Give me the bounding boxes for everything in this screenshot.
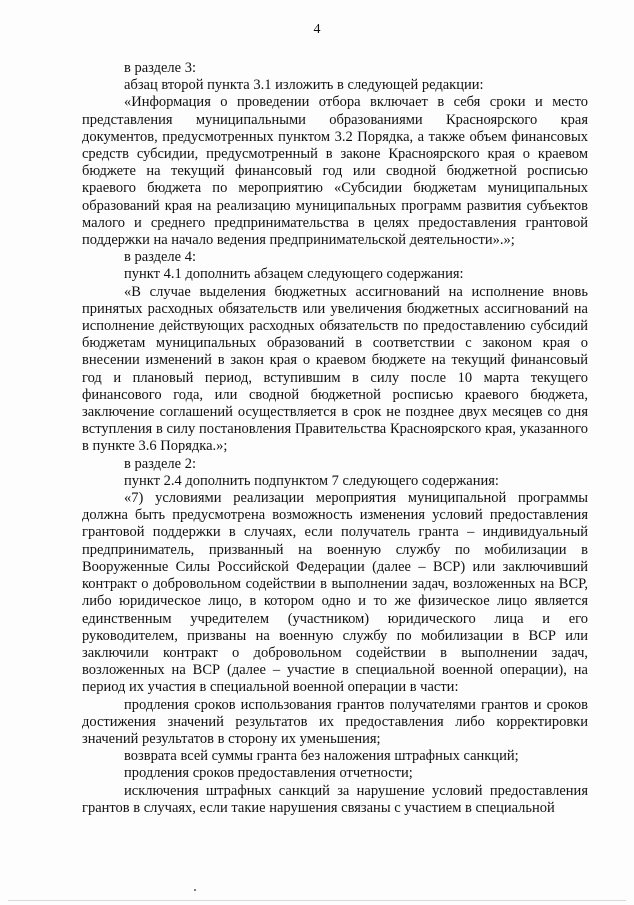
paragraph: в разделе 3:	[124, 60, 197, 76]
paragraph: в разделе 4:	[124, 249, 197, 266]
paragraph: продления сроков использования грантов получателями грантов и сроков достижения значений результатов их предоставления либо корректировки значений результатов в сторону их уменьшения;	[82, 696, 588, 747]
scan-speck	[194, 889, 196, 891]
paragraph: пункт 2.4 дополнить подпунктом 7 следующего содержания:	[124, 472, 499, 489]
page-number: 4	[313, 22, 321, 37]
paragraph: в разделе 2:	[124, 455, 197, 472]
paragraph: «Информация о проведении отбора включает в себя сроки и место представления муниципальными образованиями Красноярского края документов, предусмотренных пунктом 3.2 Порядка, а также объем финансовых средств субсидии, предусмотренный в законе Красноярского края о краевом бюджете на текущий финансовый год или сводной бюджетной росписью краевого бюджета по мероприятию «Субсидии бюджетам муниципальных образований края на реализацию муниципальных программ развития субъектов малого и среднего предпринимательства в целях предоставления грантовой поддержки на начало ведения предпринимательской деятельности».»;	[82, 94, 588, 249]
paragraph: «7) условиями реализации мероприятия муниципальной программы должна быть предусмотрена возможность изменения условий предоставления грантовой поддержки в случаях, если получатель гранта – индивидуальный предприниматель, призванный на военную службу по мобилизации в Вооруженные Силы Российской Федерации (далее – ВСР) или заключивший контракт о добровольном содействии в выполнении задач, возложенных на ВСР, либо юридическое лицо, в котором одно и то же физическое лицо является единственным учредителем (участником) юридического лица и его руководителем, призваны на военную службу по мобилизации в ВСР или заключили контракт о добровольном содействии в выполнении задач, возложенных на ВСР (далее – участие в специальной военной операции), на период их участия в специальной военной операции в части:	[82, 490, 588, 696]
paragraph: возврата всей суммы гранта без наложения штрафных санкций;	[124, 748, 519, 765]
page-edge	[8, 900, 626, 901]
paragraph: пункт 4.1 дополнить абзацем следующего содержания:	[124, 266, 464, 283]
document-body	[82, 60, 588, 817]
paragraph: абзац второй пункта 3.1 изложить в следующей редакции:	[124, 77, 484, 94]
paragraph: «В случае выделения бюджетных ассигнований на исполнение вновь принятых расходных обязательств или увеличения бюджетных ассигнований на исполнение действующих расходных обязательств по предоставлению субсидий бюджетам муниципальных образований в соответствии с законом края о внесении изменений в закон края о краевом бюджете на текущий финансовый год и плановый период, вступившим в силу после 10 марта текущего финансового года, или сводной бюджетной росписью краевого бюджета, заключение соглашений осуществляется в срок не позднее двух месяцев со дня вступления в силу постановления Правительства Красноярского края, указанного в пункте 3.6 Порядка.»;	[82, 283, 588, 455]
paragraph: исключения штрафных санкций за нарушение условий предоставления грантов в случаях, если такие нарушения связаны с участием в специальной	[82, 782, 588, 816]
paragraph: продления сроков предоставления отчетности;	[124, 765, 413, 782]
